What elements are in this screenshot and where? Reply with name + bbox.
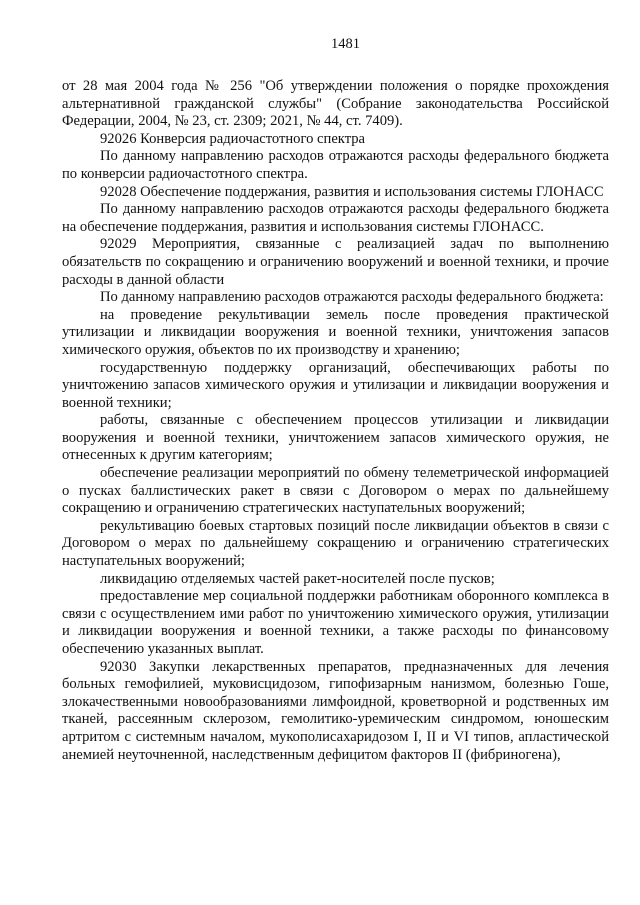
paragraph: государственную поддержку организаций, обеспечивающих работы по уничтожению запасов химического оружия и утилизации и ликвидации вооружения и военной техники; <box>62 359 609 411</box>
paragraph: ликвидацию отделяемых частей ракет-носителей после пусков; <box>100 570 495 587</box>
paragraph: рекультивацию боевых стартовых позиций после ликвидации объектов в связи с Договором о мерах по дальнейшему сокращению и ограничению стратегических наступательных вооружений; <box>62 517 609 570</box>
paragraph: обеспечение реализации мероприятий по обмену телеметрической информацией о пусках баллистических ракет в связи с Договором о мерах по дальнейшему сокращению и ограничению стратегических наступательных вооружений; <box>62 465 609 517</box>
paragraph: 92029 Мероприятия, связанные с реализацией задач по выполнению обязательств по сокращению и ограничению вооружений и военной техники, и прочие расходы в данной области <box>62 236 609 288</box>
document-body <box>62 78 609 764</box>
page-number: 1481 <box>331 36 360 52</box>
paragraph: работы, связанные с обеспечением процессов утилизации и ликвидации вооружения и военной техники, уничтожением запасов химического оружия, не отнесенных к другим категориям; <box>62 412 609 464</box>
paragraph: предоставление мер социальной поддержки работникам оборонного комплекса в связи с осуществлением ими работ по уничтожению химического оружия, утилизации и ликвидации вооружения и военной техники, а также расходы по финансовому обеспечению указанных выплат. <box>62 588 609 657</box>
paragraph: на проведение рекультивации земель после проведения практической утилизации и ликвидации вооружения и военной техники, уничтожения запасов химического оружия, объектов по их производству и хранению; <box>62 306 609 358</box>
paragraph: от 28 мая 2004 года № 256 "Об утверждении положения о порядке прохождения альтернативной гражданской службы" (Собрание законодательства Российской Федерации, 2004, № 23, ст. 2309; 2021, № 44, ст. 7409). <box>62 78 609 130</box>
paragraph: 92026 Конверсия радиочастотного спектра <box>100 130 366 147</box>
paragraph: 92028 Обеспечение поддержания, развития и использования системы ГЛОНАСС <box>100 183 604 200</box>
paragraph: По данному направлению расходов отражаются расходы федерального бюджета: <box>100 289 604 306</box>
paragraph: По данному направлению расходов отражаются расходы федерального бюджета на обеспечение поддержания, развития и использования системы ГЛОНАСС. <box>62 201 609 235</box>
paragraph: 92030 Закупки лекарственных препаратов, предназначенных для лечения больных гемофилией, муковисцидозом, гипофизарным нанизмом, болезнью Гоше, злокачественными новообразованиями лимфоидной, кроветворной и родственных им тканей, рассеянным склерозом, гемолитико-уремическим синдромом, юношеским артритом с системным началом, мукополисахаридозом I, II и VI типов, апластической анемией неуточненной, наследственным дефицитом факторов II (фибриногена), <box>62 658 609 763</box>
paragraph: По данному направлению расходов отражаются расходы федерального бюджета по конверсии радиочастотного спектра. <box>62 148 609 182</box>
